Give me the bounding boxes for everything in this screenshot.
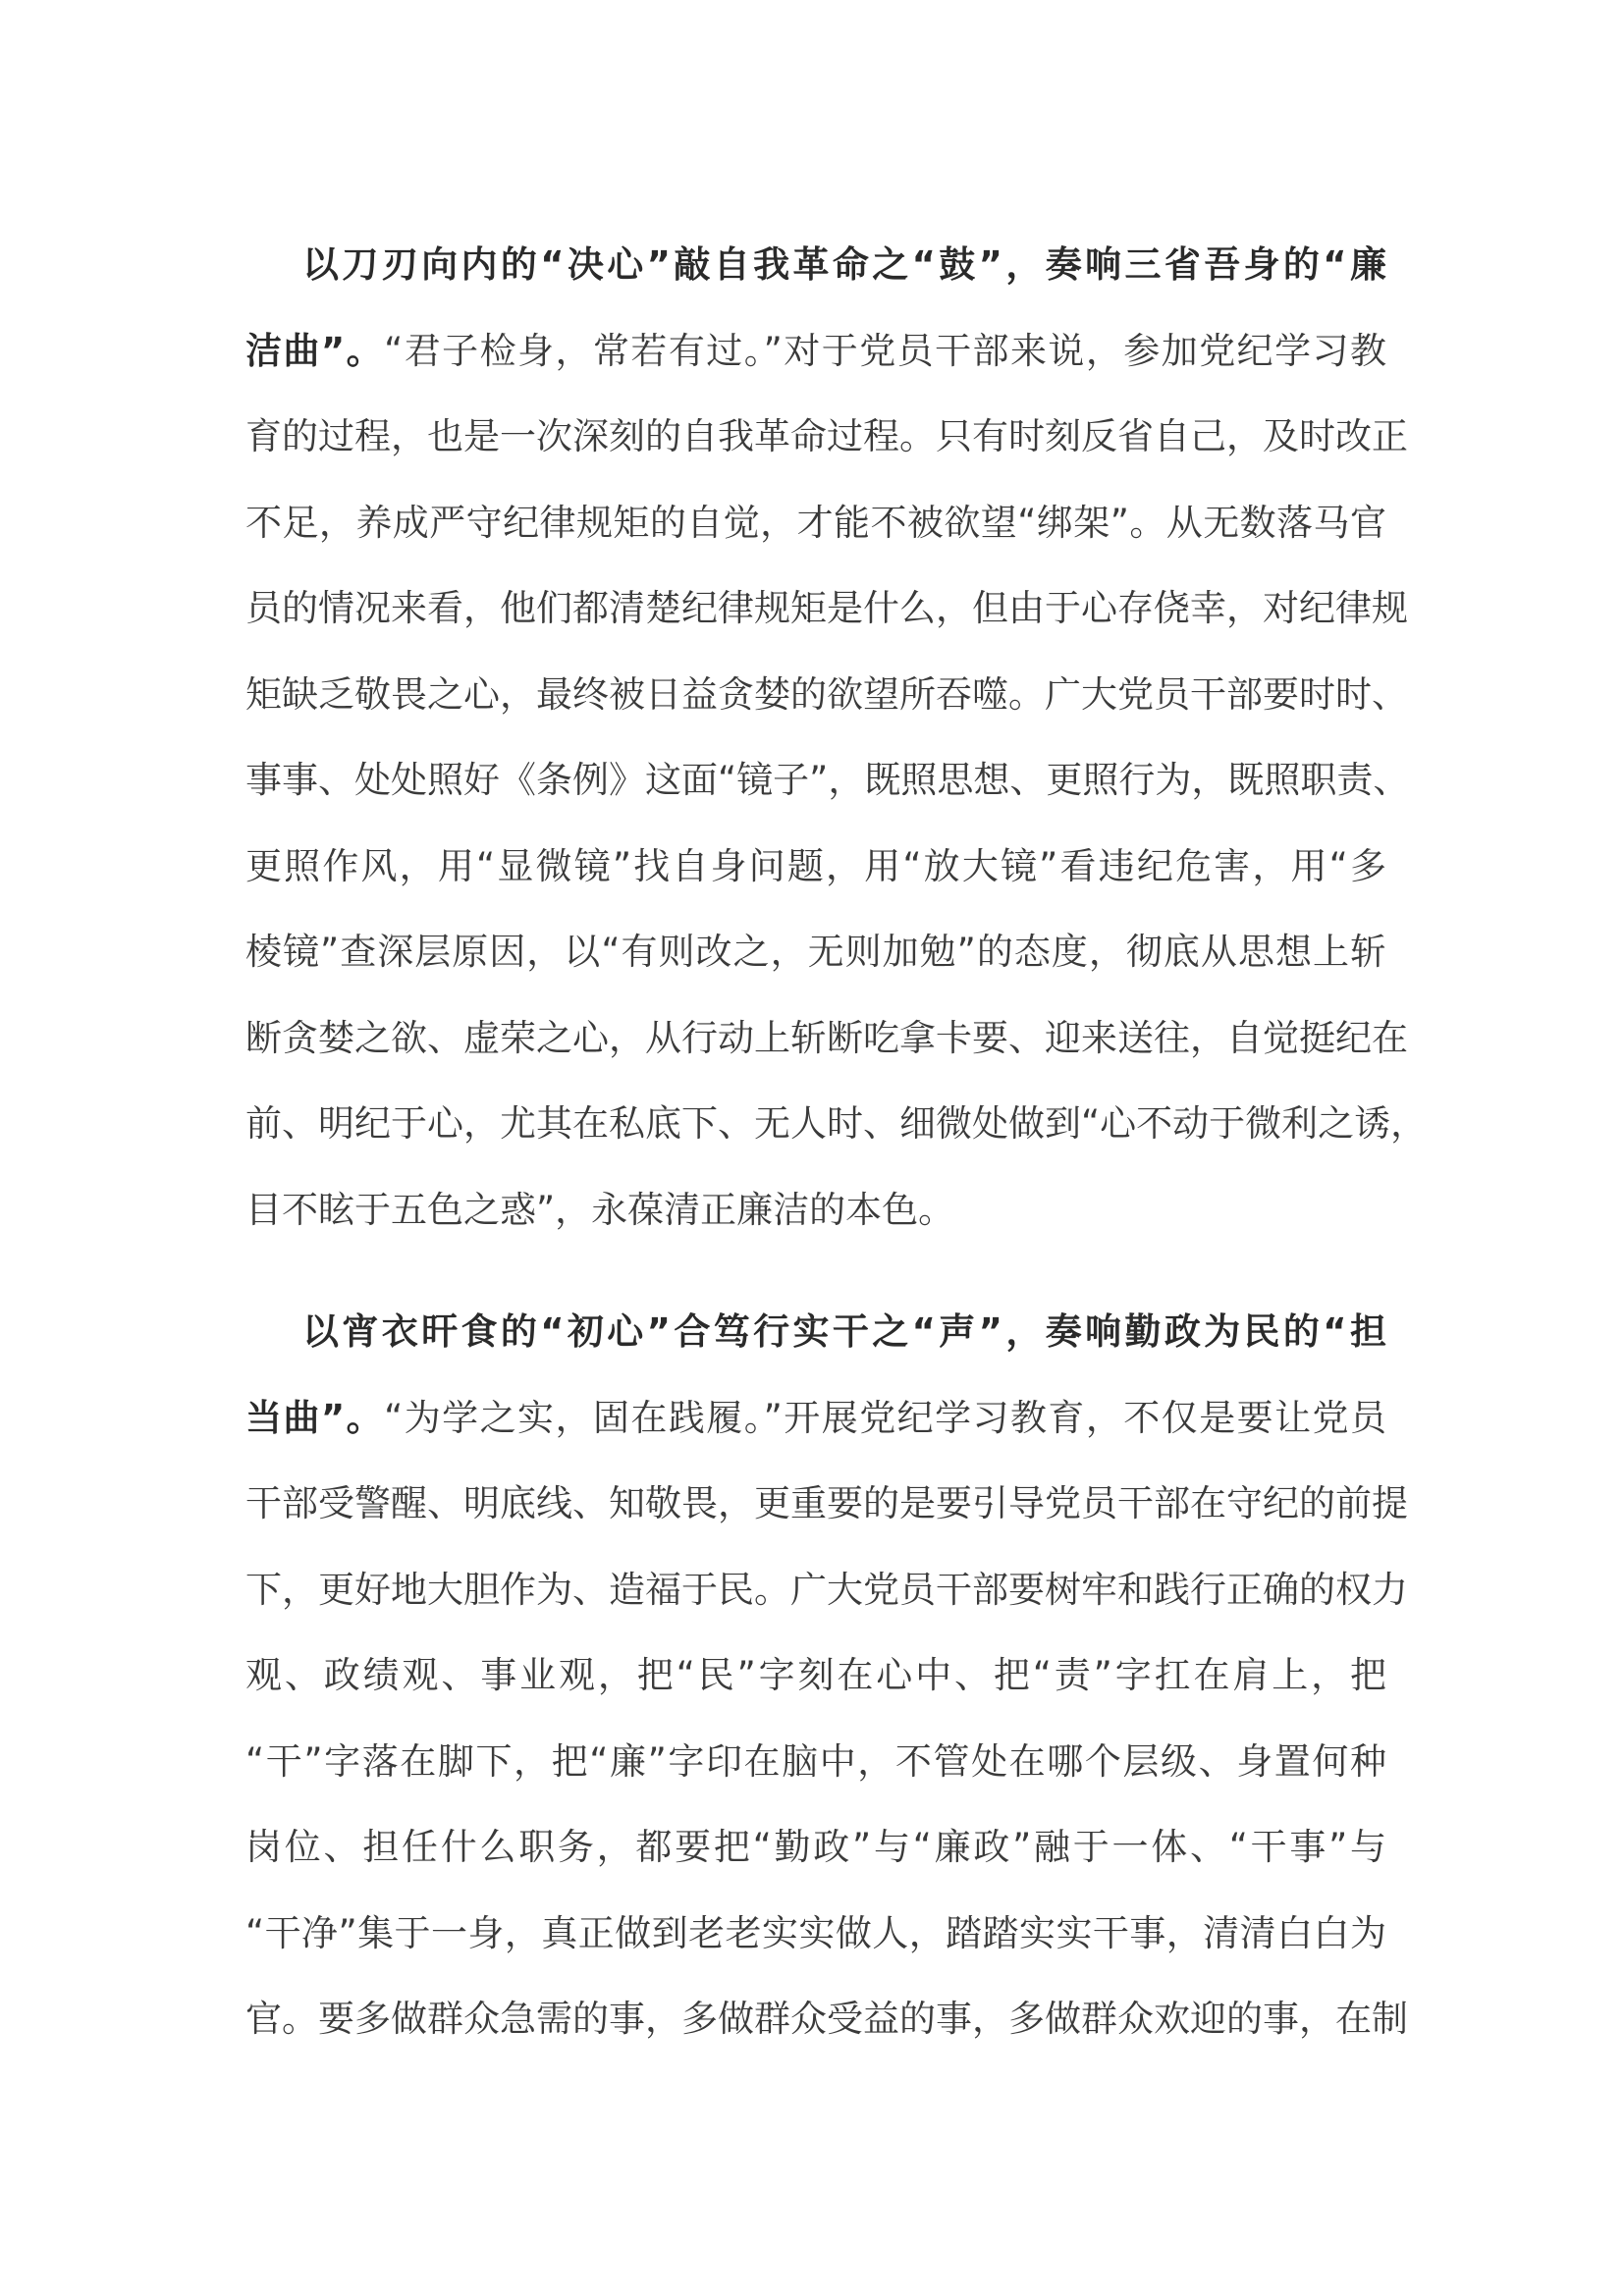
text-line [245,824,1386,910]
text-line [245,1289,1386,1375]
body-text: 矩缺乏敬畏之心，最终被日益贪婪的欲望所吞噬。广大党员干部要时时、 [245,672,1408,716]
text-line [245,1719,1386,1805]
document-page [245,222,1428,2062]
body-text: 干部受警醒、明底线、知敬畏，更重要的是要引导党员干部在守纪的前提 [245,1482,1408,1524]
text-line [245,1891,1386,1977]
text-line [245,652,1408,738]
body-text: 下，更好地大胆作为、造福于民。广大党员干部要树牢和践行正确的权力 [245,1568,1408,1611]
body-text: “君子检身，常若有过。”对于党员干部来说，参加党纪学习教 [384,329,1386,372]
body-text: 事事、处处照好《条例》这面“镜子”，既照思想、更照行为，既照职责、 [245,759,1410,801]
text-line [245,737,1410,824]
text-line [245,1804,1386,1891]
text-line [245,480,1386,566]
text-line [245,1081,1428,1167]
body-text: 育的过程，也是一次深刻的自我革命过程。只有时刻反省自己，及时改正 [245,415,1408,457]
bold-heading-text: 以宵衣旰食的“初心”合笃行实干之“声”，奏响勤政为民的“担 [302,1310,1386,1353]
body-text: “干”字落在脚下，把“廉”字印在脑中，不管处在哪个层级、身置何种 [245,1739,1386,1783]
bold-heading-text: 以刀刃向内的“决心”敲自我革命之“鼓”，奏响三省吾身的“廉 [302,243,1386,286]
body-text: 岗位、担任什么职务，都要把“勤政”与“廉政”融于一体、“干事”与 [245,1826,1386,1868]
body-text: “为学之实，固在践履。”开展党纪学习教育，不仅是要让党员 [384,1396,1386,1439]
body-text: 棱镜”查深层原因，以“有则改之，无则加勉”的态度，彻底从思想上斩 [245,931,1386,973]
body-text: 断贪婪之欲、虚荣之心，从行动上斩断吃拿卡要、迎来送往，自觉挺纪在 [245,1016,1408,1059]
text-line [245,222,1386,308]
body-text: 目不眩于五色之惑”，永葆清正廉洁的本色。 [245,1188,955,1231]
text-line [245,1375,1386,1462]
text-line [245,1461,1408,1547]
bold-heading-text: 洁曲”。 [245,329,385,372]
body-text: 前、明纪于心，尤其在私底下、无人时、细微处做到“心不动于微利之诱， [245,1102,1428,1145]
body-text: 官。要多做群众急需的事，多做群众受益的事，多做群众欢迎的事，在制 [245,1998,1408,2040]
body-text: 观、政绩观、事业观，把“民”字刻在心中、把“责”字扛在肩上，把 [245,1654,1386,1696]
text-line [245,308,1386,395]
body-text: 员的情况来看，他们都清楚纪律规矩是什么，但由于心存侥幸，对纪律规 [245,587,1408,629]
text-line [245,565,1408,652]
text-line [245,394,1408,480]
text-line [245,909,1386,995]
body-text: “干净”集于一身，真正做到老老实实做人，踏踏实实干事，清清白白为 [245,1911,1386,1954]
body-text: 更照作风，用“显微镜”找自身问题，用“放大镜”看违纪危害，用“多 [245,844,1386,887]
text-line [245,1167,1386,1254]
text-line [245,1632,1386,1719]
text-line [245,995,1408,1082]
text-line [245,1976,1408,2062]
paragraph [245,222,1428,1253]
bold-heading-text: 当曲”。 [245,1396,385,1439]
body-text: 不足，养成严守纪律规矩的自觉，才能不被欲望“绑架”。从无数落马官 [245,501,1386,544]
text-line [245,1547,1408,1633]
paragraph [245,1289,1408,2062]
